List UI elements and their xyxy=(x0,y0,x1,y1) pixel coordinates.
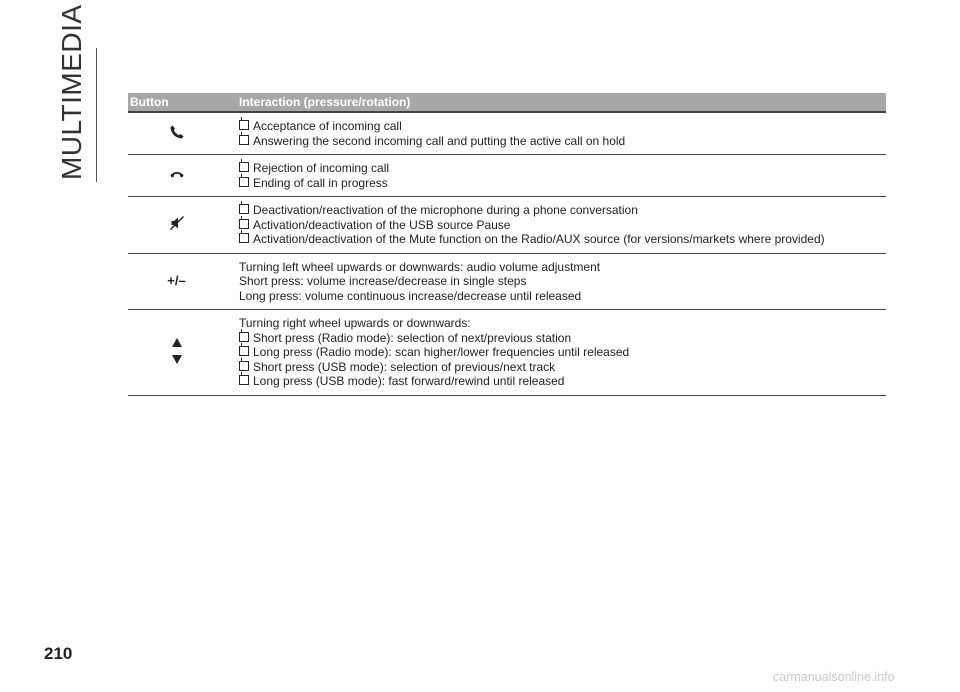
list-item: Long press (Radio mode): scan higher/lower frequencies until released xyxy=(239,345,886,360)
list-item: Activation/deactivation of the Mute function on the Radio/AUX source (for versions/markets where provided) xyxy=(239,232,886,247)
checkbox-icon xyxy=(239,177,249,187)
description-line: Turning left wheel upwards or downwards: audio volume adjustment xyxy=(239,259,601,274)
watermark: carmanualsonline.info xyxy=(773,670,895,684)
table-row xyxy=(128,155,886,197)
list-item: Long press (USB mode): fast forward/rewind until released xyxy=(239,374,886,389)
table-row xyxy=(128,310,886,396)
up-down-arrows-icon xyxy=(170,356,184,370)
button-cell xyxy=(128,112,225,155)
mute-icon xyxy=(169,220,185,234)
list-item: Short press (USB mode): selection of previous/next track xyxy=(239,360,886,375)
checkbox-icon xyxy=(239,375,249,385)
list-item: Activation/deactivation of the USB source Pause xyxy=(239,218,886,233)
description-line: Long press: volume continuous increase/decrease until released xyxy=(239,288,582,303)
checkbox-icon xyxy=(239,204,249,214)
button-cell xyxy=(128,155,225,197)
button-cell xyxy=(128,197,225,254)
button-interaction-table xyxy=(128,93,886,396)
checkbox-icon xyxy=(239,332,249,342)
description-line: Turning right wheel upwards or downwards: xyxy=(239,316,471,330)
checkbox-icon xyxy=(239,135,249,145)
volume-plus-minus-label: +/– xyxy=(167,273,186,288)
list-item: Rejection of incoming call xyxy=(239,161,886,176)
list-item: Short press (Radio mode): selection of next/previous station xyxy=(239,331,886,346)
checkbox-icon xyxy=(239,233,249,243)
page-number: 210 xyxy=(44,644,73,663)
button-cell xyxy=(128,310,225,396)
button-cell xyxy=(128,253,225,310)
list-item: Answering the second incoming call and putting the active call on hold xyxy=(239,134,886,149)
phone-reject-icon xyxy=(169,169,185,183)
list-item: Acceptance of incoming call xyxy=(239,119,886,134)
checkbox-icon xyxy=(239,361,249,371)
checkbox-icon xyxy=(239,120,249,130)
section-title: MULTIMEDIA xyxy=(56,4,87,180)
phone-accept-icon xyxy=(169,129,185,143)
header-interaction: Interaction (pressure/rotation) xyxy=(225,93,886,112)
description-line: Short press: volume increase/decrease in single steps xyxy=(239,274,527,288)
table-row xyxy=(128,197,886,254)
table-row xyxy=(128,112,886,155)
header-button: Button xyxy=(128,93,225,112)
section-divider xyxy=(96,48,97,182)
checkbox-icon xyxy=(239,346,249,356)
list-item: Ending of call in progress xyxy=(239,176,886,191)
checkbox-icon xyxy=(239,162,249,172)
list-item: Deactivation/reactivation of the microphone during a phone conversation xyxy=(239,203,886,218)
checkbox-icon xyxy=(239,219,249,229)
table-row xyxy=(128,253,886,310)
table-header-row xyxy=(128,93,886,112)
